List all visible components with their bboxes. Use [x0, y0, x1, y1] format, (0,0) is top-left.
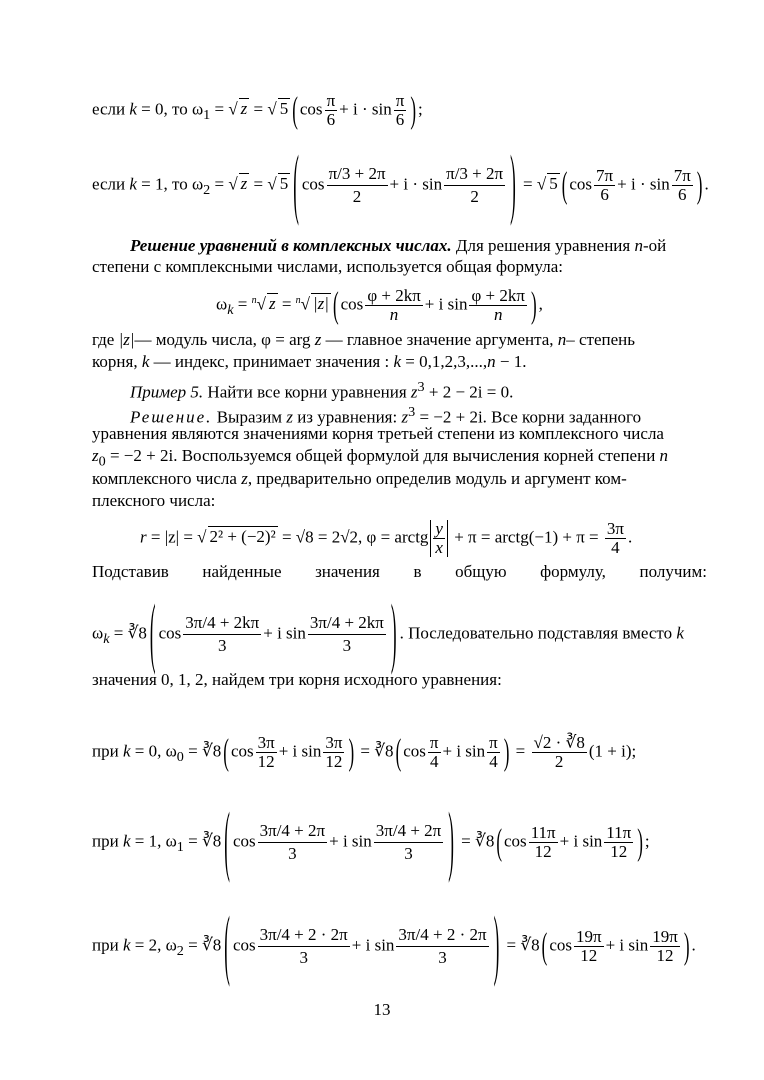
- fraction: [365, 287, 422, 324]
- func: + i · sin: [617, 174, 670, 194]
- var: k: [122, 935, 131, 955]
- den: 12: [325, 752, 343, 771]
- sub: 2: [203, 181, 211, 198]
- radicand: z: [268, 294, 276, 314]
- text-line: [92, 491, 215, 511]
- radicand: 5: [279, 99, 289, 119]
- den: 4: [429, 752, 439, 771]
- var: k: [129, 174, 137, 194]
- num: 19π: [576, 927, 602, 946]
- sup: 3: [417, 379, 425, 395]
- var: z: [286, 407, 293, 427]
- fraction: [444, 163, 505, 208]
- den: 3: [342, 636, 352, 655]
- var: z: [92, 446, 99, 465]
- text: = 1, то ω: [136, 174, 204, 194]
- num: 3π: [325, 733, 343, 752]
- text: ω: [216, 294, 228, 314]
- word: формулу,: [540, 562, 606, 581]
- den: 2: [554, 752, 564, 771]
- text: + 2 − 2i = 0.: [424, 382, 514, 402]
- var: |z|: [118, 330, 135, 349]
- func: cos: [504, 831, 527, 851]
- paren: (: [561, 163, 568, 206]
- text: степени с комплексными числами, используется общая формула:: [92, 257, 564, 276]
- den: 6: [395, 110, 405, 129]
- paren: (: [292, 88, 298, 131]
- paren: ): [410, 88, 416, 131]
- func: cos: [230, 741, 254, 761]
- paren: ): [696, 163, 703, 206]
- num: π: [429, 733, 439, 752]
- num: 3π/4 + 2 · 2π: [396, 924, 488, 947]
- fraction: [428, 734, 441, 771]
- formula-k0-sqrt: если k = 0, то $\omega_1$ = √ z = √ 5 ( cos $\frac{\pi}{6}$ + i · sin $\frac{\pi}{6}$ ) ;: [92, 92, 423, 129]
- text: ,: [538, 294, 543, 314]
- fraction: [605, 520, 626, 557]
- num: 3π/4 + 2 · 2π: [258, 924, 350, 947]
- fraction: [258, 924, 350, 969]
- sub: 0: [176, 748, 184, 765]
- sub: 1: [176, 838, 184, 855]
- text: =: [210, 174, 229, 194]
- den: 3: [218, 636, 227, 655]
- func: cos: [403, 741, 426, 761]
- num: π: [395, 91, 405, 110]
- text: , предварительно определив модуль и аргумент ком-: [247, 469, 627, 488]
- text: = 1, ω: [130, 831, 177, 851]
- paren: (: [223, 730, 229, 773]
- var: k: [122, 741, 131, 761]
- text: плексного числа:: [92, 491, 216, 510]
- text: + π = arctg(−1) + π =: [449, 527, 603, 547]
- paren: ): [493, 900, 500, 988]
- text: если: [92, 99, 126, 119]
- example-label: Пример 5.: [130, 382, 204, 402]
- fraction: [325, 92, 338, 129]
- fraction: [529, 824, 558, 861]
- fraction: [433, 520, 445, 557]
- text: = ∛8: [109, 623, 147, 643]
- func: cos: [158, 623, 182, 643]
- text: . Воспользуемся общей формулой для вычисления корней степени: [173, 446, 660, 465]
- var: k: [122, 831, 131, 851]
- num: √2 · ∛8: [533, 733, 585, 752]
- paren: (: [149, 588, 156, 676]
- sub: 2: [176, 942, 184, 959]
- func: + i sin: [329, 831, 372, 851]
- word: в: [413, 562, 422, 581]
- sub: k: [227, 301, 234, 318]
- paren: ): [390, 588, 397, 676]
- text-line: [92, 330, 635, 350]
- sub: k: [103, 630, 110, 647]
- text-line: [92, 446, 668, 471]
- func: + i · sin: [389, 174, 443, 194]
- text: .: [691, 935, 696, 955]
- text: = 0, то ω: [136, 99, 204, 119]
- paren: (: [224, 900, 230, 988]
- num: φ + 2kπ: [471, 286, 525, 305]
- text-line: [92, 670, 502, 690]
- fraction: [308, 612, 386, 657]
- text-line-justified: [92, 562, 707, 582]
- text: . Последовательно подставляя вместо: [399, 623, 677, 643]
- text: = ∛8: [456, 831, 495, 851]
- text: значения 0, 1, 2, найдем три корня исходного уравнения:: [92, 670, 502, 689]
- func: cos: [299, 99, 323, 119]
- paren: ): [503, 730, 510, 773]
- num: π/3 + 2π: [327, 163, 388, 186]
- func: + i sin: [605, 935, 649, 955]
- paren: (: [224, 796, 230, 884]
- num: φ + 2kπ: [367, 286, 421, 305]
- fraction: [594, 167, 615, 204]
- num: π: [326, 91, 336, 110]
- text-line: [92, 257, 563, 277]
- text-line: [92, 424, 664, 444]
- bold-heading: Решение уравнений в комплексных числах.: [130, 236, 452, 255]
- var: n: [487, 352, 496, 371]
- text: — индекс, принимает значения :: [149, 352, 394, 371]
- var: n: [659, 446, 669, 465]
- paren: ): [448, 796, 454, 884]
- formula-wk: [92, 588, 684, 676]
- fraction: [469, 287, 526, 324]
- text: =: [233, 294, 252, 314]
- var: r: [140, 527, 147, 547]
- radicand: z: [240, 174, 248, 194]
- paren: (: [332, 283, 339, 326]
- func: + i sin: [263, 623, 306, 643]
- var: n: [557, 330, 567, 349]
- den: 12: [580, 946, 598, 965]
- text: .: [704, 174, 709, 194]
- sup: 3: [408, 404, 416, 420]
- text: — главное значение аргумента,: [321, 330, 558, 349]
- text: уравнения являются значениями корня третьей степени из комплексного числа: [92, 424, 664, 443]
- page-number: 13: [373, 1000, 391, 1019]
- text: ;: [644, 831, 650, 851]
- den: 12: [257, 752, 275, 771]
- index: n: [295, 294, 301, 306]
- text: − 1.: [495, 352, 527, 371]
- fraction: [374, 820, 443, 865]
- paren: (: [496, 820, 503, 863]
- fraction: [258, 820, 327, 865]
- den: 3: [438, 948, 447, 967]
- word: Подставив: [92, 562, 169, 581]
- var: z: [401, 407, 409, 427]
- formula-modulus: r = |z| = √ 2² + (−2)² = √8 = 2√2, φ = arctg $\frac{y}{x}$ + π = arctg(−1) + π = $\frac{3\pi}{4}$ .: [140, 519, 633, 557]
- word: получим:: [639, 562, 707, 581]
- func: + i sin: [351, 935, 395, 955]
- num: π/3 + 2π: [444, 163, 505, 186]
- fraction: [532, 734, 587, 771]
- text: = |z| =: [146, 527, 198, 547]
- var: k: [129, 99, 137, 119]
- radicand: z: [240, 99, 248, 119]
- num: π: [489, 733, 498, 752]
- paren: (: [395, 730, 402, 773]
- func: + i sin: [559, 831, 603, 851]
- fraction: [604, 824, 633, 861]
- den: n: [389, 305, 399, 324]
- den: 4: [489, 752, 498, 771]
- text: при: [92, 831, 123, 851]
- text: из уравнения:: [292, 407, 402, 427]
- var: k: [393, 352, 402, 371]
- abs-bars: [430, 520, 448, 557]
- text: = ∛8: [356, 741, 394, 761]
- func: + i · sin: [339, 99, 392, 119]
- text: = ∛8: [183, 935, 222, 955]
- num: 3π: [257, 733, 275, 752]
- formula-root-k1: [92, 796, 650, 884]
- formula-root-k2: [92, 900, 696, 988]
- fraction: [394, 92, 407, 129]
- text: (1 + i);: [588, 741, 637, 761]
- paren: (: [293, 139, 299, 227]
- func: cos: [232, 935, 256, 955]
- text: = −2 + 2i. Все корни заданного: [415, 407, 642, 427]
- paren: ): [348, 730, 355, 773]
- den: 6: [326, 110, 336, 129]
- text-line: [92, 469, 627, 489]
- formula-general: $\omega_k = ^n√$ z = $^n$√ |z| ( cos $\frac{\varphi + 2k\pi}{n}$ + i sin $\frac{\varphi + 2k\pi}{n}$ ) ,: [216, 287, 543, 324]
- radicand: |z|: [313, 294, 329, 314]
- paren: (: [541, 924, 548, 967]
- fraction: [672, 167, 693, 204]
- func: cos: [549, 935, 572, 955]
- fraction: [256, 734, 277, 771]
- paren: ): [530, 283, 537, 326]
- num: 3π: [606, 519, 624, 538]
- var: z: [241, 469, 248, 488]
- func: cos: [232, 831, 256, 851]
- func: cos: [340, 294, 364, 314]
- num: 19π: [652, 927, 678, 946]
- text: ω: [92, 623, 104, 643]
- text: при: [92, 741, 123, 761]
- num: 3π/4 + 2π: [374, 820, 443, 843]
- paragraph-heading: [130, 236, 666, 256]
- fraction: [183, 612, 261, 657]
- text: = 2, ω: [130, 935, 177, 955]
- text: ;: [417, 99, 423, 119]
- formula-k1-sqrt: если k = 1, то $\omega_2$ = √ z = √ 5 ( cos $\frac{\pi/3 + 2\pi}{2}$ + i · sin $\frac{\pi/3 + 2\pi}{2}$ ) = √ 5 ( cos $\frac{7\pi}{6}$ + i · sin $\frac{7\pi}{6}$ ) .: [92, 163, 709, 208]
- den: x: [435, 538, 443, 557]
- text: Выразим: [212, 407, 287, 427]
- text: -ой: [642, 236, 667, 255]
- num: 11π: [530, 823, 556, 842]
- text: Найти все корни уравнения: [203, 382, 411, 402]
- text: =: [210, 99, 229, 119]
- paren: ): [683, 924, 690, 967]
- func: + i sin: [278, 741, 322, 761]
- text: = −2 + 2i: [105, 446, 174, 465]
- text: = 0,1,2,3,...,: [401, 352, 488, 371]
- den: 12: [610, 842, 628, 861]
- num: 3π/4 + 2π: [258, 820, 327, 843]
- solution-label: Решение.: [130, 407, 213, 427]
- var: z: [314, 330, 322, 349]
- den: 4: [611, 538, 620, 557]
- text: Для решения уравнения: [451, 236, 635, 255]
- den: 6: [678, 185, 687, 204]
- text: — модуль числа, φ = arg: [134, 330, 315, 349]
- paren: ): [637, 820, 643, 863]
- text: комплексного числа: [92, 469, 242, 488]
- fraction: [650, 928, 680, 965]
- word: общую: [455, 562, 507, 581]
- radicand: 5: [549, 174, 558, 194]
- word: значения: [315, 562, 380, 581]
- num: 11π: [606, 823, 632, 842]
- var: k: [141, 352, 150, 371]
- num: 3π/4 + 2kπ: [308, 612, 386, 635]
- fraction: [327, 163, 388, 208]
- den: 2: [470, 187, 479, 206]
- fraction: [487, 734, 500, 771]
- den: 6: [600, 185, 609, 204]
- num: 7π: [596, 166, 614, 185]
- text: =: [511, 741, 530, 761]
- num: 3π/4 + 2kπ: [183, 612, 261, 635]
- text: =: [249, 174, 268, 194]
- text: = 0, ω: [130, 741, 177, 761]
- text: .: [627, 527, 633, 547]
- paren: ): [510, 139, 516, 227]
- text: =: [518, 174, 537, 194]
- text: = ∛8: [183, 741, 222, 761]
- text: = ∛8: [502, 935, 540, 955]
- text: – степень: [566, 330, 636, 349]
- text: корня,: [92, 352, 142, 371]
- sub: 1: [203, 106, 211, 123]
- text: =: [277, 294, 296, 314]
- func: + i sin: [424, 294, 468, 314]
- num: y: [435, 519, 443, 538]
- den: 12: [534, 842, 552, 861]
- text: = √8 = 2√2, φ = arctg: [277, 527, 429, 547]
- text: если: [92, 174, 126, 194]
- text-line: [92, 352, 526, 372]
- den: 12: [656, 946, 674, 965]
- formula-root-k0: [92, 730, 637, 773]
- text: при: [92, 935, 123, 955]
- word: найденные: [202, 562, 282, 581]
- fraction: [574, 928, 604, 965]
- text: = ∛8: [183, 831, 222, 851]
- radicand: 5: [279, 174, 289, 194]
- var: k: [676, 623, 684, 643]
- radicand: 2² + (−2)²: [209, 527, 276, 547]
- func: cos: [569, 174, 593, 194]
- sub: 0: [98, 453, 106, 470]
- fraction: [323, 734, 344, 771]
- text: где: [92, 330, 119, 349]
- den: 3: [404, 844, 413, 863]
- den: 3: [299, 948, 308, 967]
- example-line: [130, 377, 513, 403]
- fraction: [396, 924, 488, 969]
- num: 7π: [673, 166, 691, 185]
- index: n: [251, 294, 257, 306]
- den: 2: [352, 187, 362, 206]
- var: z: [410, 382, 418, 402]
- den: n: [493, 305, 503, 324]
- text: =: [249, 99, 268, 119]
- var: n: [634, 236, 643, 255]
- func: + i sin: [442, 741, 486, 761]
- den: 3: [288, 844, 297, 863]
- func: cos: [301, 174, 325, 194]
